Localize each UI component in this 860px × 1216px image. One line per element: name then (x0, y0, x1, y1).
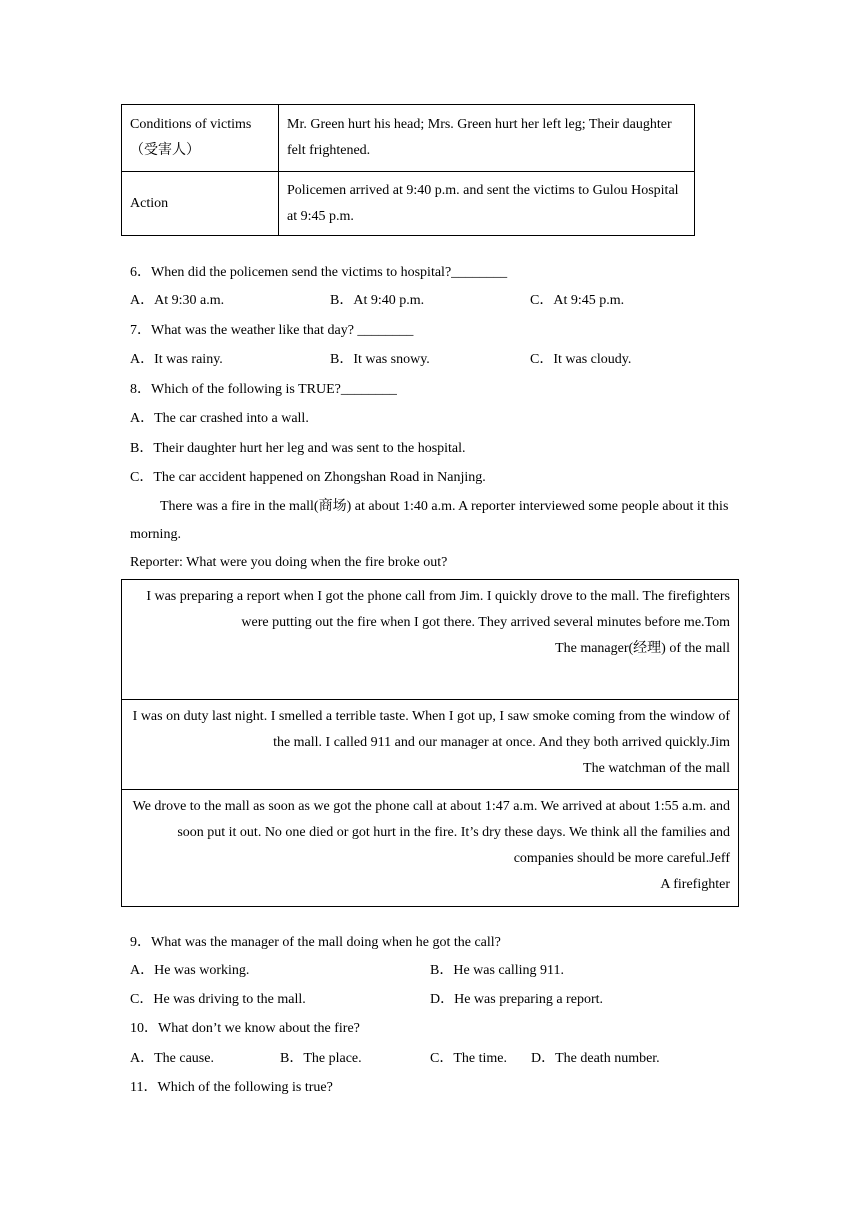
table-cell-text: Mr. Green hurt his head; Mrs. Green hurt her left leg; Their daughter felt frightened. (279, 105, 695, 172)
question-6-option-a: A．At 9:30 a.m. (130, 293, 225, 308)
table-row (122, 105, 695, 172)
question-6-stem: 6．When did the policemen send the victims to hospital?________ (130, 265, 508, 280)
interview-signature: A firefighter (660, 877, 730, 892)
question-7-stem: 7．What was the weather like that day? ________ (130, 323, 414, 338)
question-10-option-b: B．The place. (280, 1051, 362, 1066)
question-8-option-c: C．The car accident happened on Zhongshan Road in Nanjing. (130, 470, 486, 485)
interview-box-firefighter (121, 789, 739, 907)
interview-box-watchman (121, 699, 739, 790)
question-6-option-b: B．At 9:40 p.m. (330, 293, 425, 308)
question-8-option-b: B．Their daughter hurt her leg and was sent to the hospital. (130, 441, 466, 456)
accident-info-table (121, 104, 695, 236)
table-cell-label: Conditions of victims（受害人） (122, 105, 279, 172)
interview-signature: The watchman of the mall (583, 761, 730, 776)
question-7-option-b: B．It was snowy. (330, 352, 430, 367)
question-8-stem: 8．Which of the following is TRUE?________ (130, 382, 397, 397)
question-10-option-d: D．The death number. (531, 1051, 660, 1066)
interview-box-manager (121, 579, 739, 700)
interview-text: I was preparing a report when I got the phone call from Jim. I quickly drove to the mall. The firefighters were putting out the fire when I got there. They arrived several minutes before me.Tom (146, 589, 730, 630)
question-10-option-c: C．The time. (430, 1051, 507, 1066)
passage-intro-text: There was a fire in the mall(商场) at about 1:40 a.m. A reporter interviewed some people about it this morning. (130, 499, 729, 542)
question-7-option-c: C．It was cloudy. (530, 352, 632, 367)
question-8-option-a: A．The car crashed into a wall. (130, 411, 309, 426)
reporter-question: Reporter: What were you doing when the fire broke out? (130, 555, 448, 570)
question-9-stem: 9．What was the manager of the mall doing when he got the call? (130, 935, 501, 950)
interview-signature: The manager(经理) of the mall (555, 641, 730, 656)
question-7-option-a: A．It was rainy. (130, 352, 223, 367)
interview-text: I was on duty last night. I smelled a terrible taste. When I got up, I saw smoke coming from the window of the mall. I called 911 and our manager at once. And they both arrived quickly.Jim (132, 709, 730, 750)
question-9-option-c: C．He was driving to the mall. (130, 992, 306, 1007)
question-6-option-c: C．At 9:45 p.m. (530, 293, 625, 308)
question-11-stem: 11．Which of the following is true? (130, 1080, 333, 1095)
table-row (122, 172, 695, 236)
question-10-option-a: A．The cause. (130, 1051, 214, 1066)
table-cell-text: Policemen arrived at 9:40 p.m. and sent the victims to Gulou Hospital at 9:45 p.m. (279, 172, 695, 236)
question-10-stem: 10．What don’t we know about the fire? (130, 1021, 360, 1036)
question-9-option-b: B．He was calling 911. (430, 963, 565, 978)
table-cell-label: Action (122, 172, 279, 236)
interview-text: We drove to the mall as soon as we got the phone call at about 1:47 a.m. We arrived at about 1:55 a.m. and soon put it out. No one died or got hurt in the fire. It’s dry these days. We think all the families and companies should be more careful.Jeff (132, 799, 730, 866)
question-9-option-d: D．He was preparing a report. (430, 992, 603, 1007)
question-9-option-a: A．He was working. (130, 963, 250, 978)
passage-intro (130, 493, 730, 549)
